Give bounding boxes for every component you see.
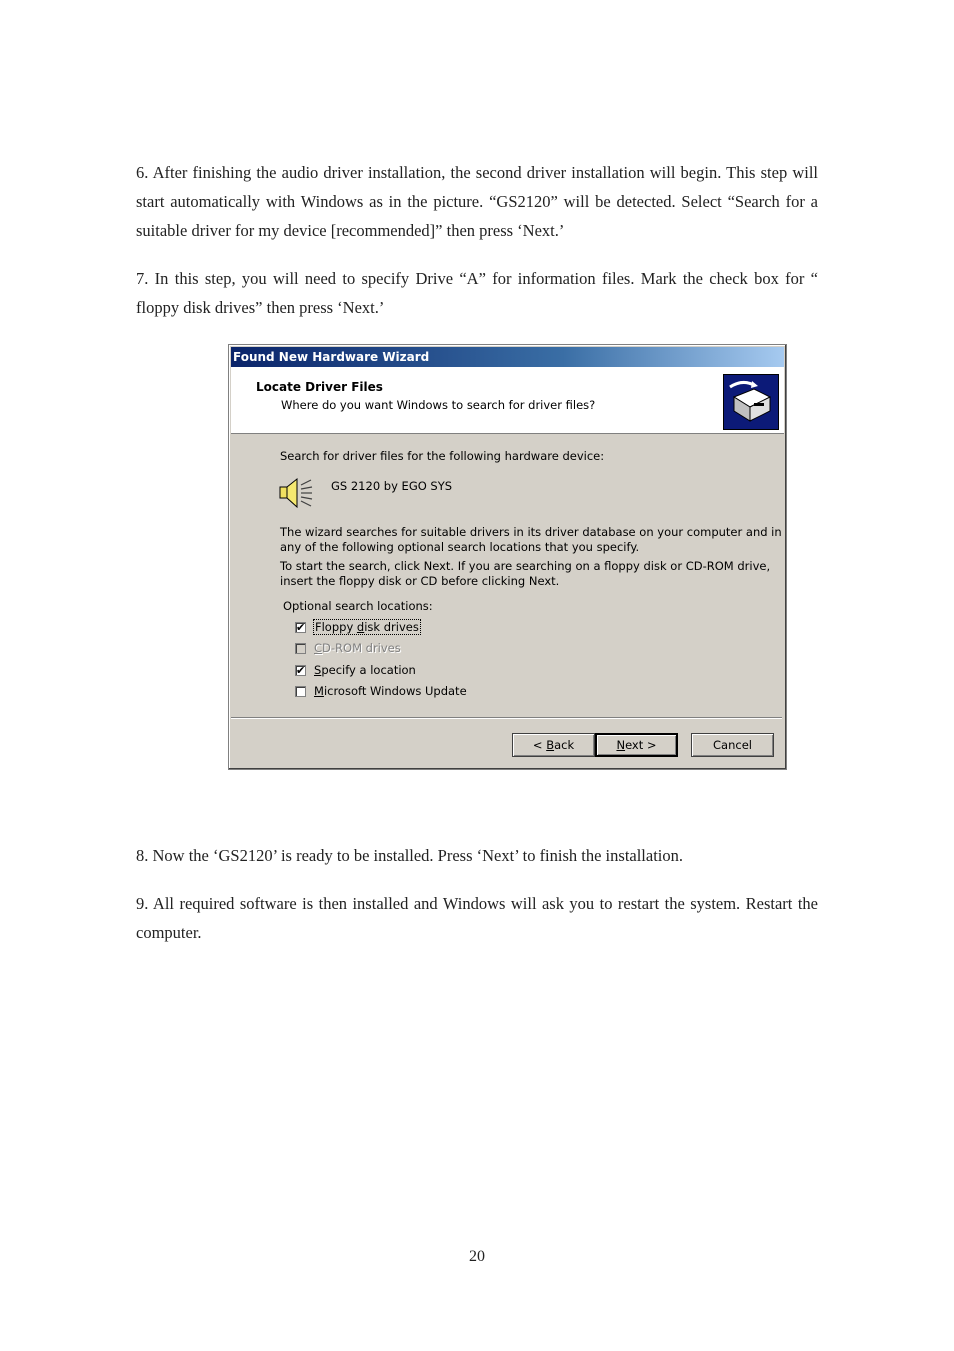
cd-rom-drives-option — [295, 640, 401, 656]
wizard-header-title: Locate Driver Files — [256, 380, 383, 394]
back-button[interactable]: < Back — [512, 733, 595, 757]
wizard-header — [231, 367, 784, 434]
hardware-wizard-icon — [723, 374, 779, 430]
step-6-paragraph: 6. After finishing the audio driver installation, the second driver installation will begin. This step will start automatically with Windows as in the picture. “GS2120” will be detected. Select “Search for a suitable driver for my device [recommended]” then press ‘Next.’ — [136, 163, 818, 240]
wizard-header-subtitle: Where do you want Windows to search for driver files? — [281, 398, 596, 412]
windows-update-option[interactable] — [295, 683, 467, 699]
windows-update-checkbox[interactable] — [295, 686, 306, 697]
specify-location-option[interactable] — [295, 662, 416, 678]
step-9-paragraph: 9. All required software is then installed and Windows will ask you to restart the system. Restart the computer. — [136, 894, 818, 942]
search-intro-text: Search for driver files for the following hardware device: — [280, 449, 605, 463]
cancel-button[interactable]: Cancel — [691, 733, 774, 757]
device-name: GS 2120 by EGO SYS — [331, 479, 453, 493]
optional-search-locations-label: Optional search locations: — [283, 599, 433, 613]
floppy-disk-drives-label: Floppy disk drives — [315, 620, 419, 634]
wizard-description-2-line-2: insert the floppy disk or CD before clicking Next. — [280, 574, 560, 588]
found-new-hardware-wizard-screenshot — [228, 344, 787, 770]
page-number: 20 — [469, 1248, 485, 1265]
windows-update-label: Microsoft Windows Update — [314, 684, 467, 698]
specify-location-label: Specify a location — [314, 663, 416, 677]
wizard-footer-separator — [231, 717, 782, 719]
specify-location-checkbox[interactable]: ✔ — [296, 663, 306, 677]
wizard-description-1 — [280, 525, 782, 555]
cd-rom-drives-label: CD-ROM drives — [314, 641, 401, 655]
next-button[interactable]: Next > — [595, 733, 678, 757]
wizard-description-2-line-1: To start the search, click Next. If you are searching on a floppy disk or CD-ROM drive, — [280, 559, 771, 573]
wizard-description-1-line-2: any of the following optional search locations that you specify. — [280, 540, 640, 554]
step-7-paragraph: 7. In this step, you will need to specify Drive “A” for information files. Mark the check box for “ floppy disk drives” then press ‘Next.’ — [136, 269, 818, 317]
wizard-description-1-line-1: The wizard searches for suitable drivers in its driver database on your computer and in — [280, 525, 782, 539]
cd-rom-drives-checkbox — [295, 643, 306, 654]
wizard-title-bar: Found New Hardware Wizard — [231, 347, 784, 367]
floppy-disk-drives-checkbox[interactable]: ✔ — [296, 620, 306, 634]
speaker-icon — [278, 476, 314, 510]
floppy-disk-drives-option[interactable] — [295, 619, 420, 635]
step-8-paragraph: 8. Now the ‘GS2120’ is ready to be installed. Press ‘Next’ to finish the installation. — [136, 846, 684, 865]
wizard-description-2 — [280, 559, 770, 589]
